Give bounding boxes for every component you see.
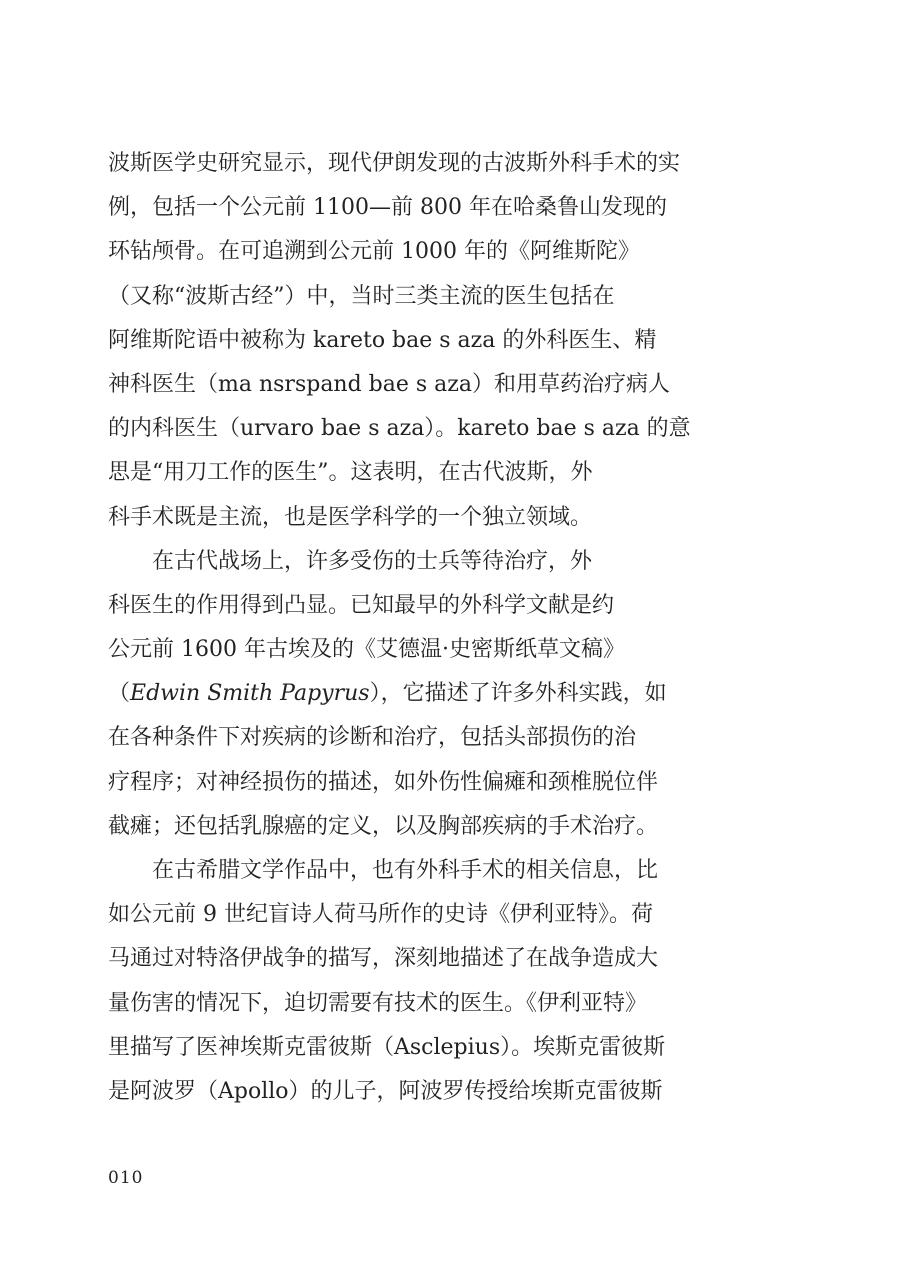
text-line: 阿维斯陀语中被称为 kareto bae s aza 的外科医生、精 (108, 327, 657, 353)
text-line: 在古希腊文学作品中，也有外科手术的相关信息，比 (152, 858, 659, 883)
text-line: 里描写了医神埃斯克雷彼斯（Asclepius）。埃斯克雷彼斯 (108, 1034, 666, 1060)
text-line: 如公元前 9 世纪盲诗人荷马所作的史诗《伊利亚特》。荷 (108, 902, 653, 928)
text-line: 神科医生（ma nsrspand bae s aza）和用草药治疗病人 (108, 371, 671, 397)
text-line: 科手术既是主流，也是医学科学的一个独立领域。 (108, 504, 593, 530)
text-line: 环钻颅骨。在可追溯到公元前 1000 年的《阿维斯陀》 (108, 239, 640, 265)
text-line: 公元前 1600 年古埃及的《艾德温·史密斯纸草文稿》 (108, 637, 625, 663)
text-line: 在古代战场上，许多受伤的士兵等待治疗，外 (152, 548, 593, 574)
text-line: 量伤害的情况下，迫切需要有技术的医生。《伊利亚特》 (108, 990, 648, 1016)
text-line: 是阿波罗（Apollo）的儿子，阿波罗传授给埃斯克雷彼斯 (108, 1078, 663, 1104)
text-fragment: ），它描述了许多外科实践，如 (369, 681, 667, 707)
page-number: 010 (108, 1168, 144, 1188)
text-line: 疗程序；对神经损伤的描述，如外伤性偏瘫和颈椎脱位伴 (108, 769, 659, 795)
open-paren: （ (108, 681, 131, 707)
text-line-with-italic (108, 672, 708, 716)
paragraph-2 (108, 540, 708, 849)
text-line: 马通过对特洛伊战争的描写，深刻地描述了在战争造成大 (108, 946, 659, 972)
text-line: 在各种条件下对疾病的诊断和治疗，包括头部损伤的治 (108, 725, 637, 751)
paragraph-1 (108, 142, 708, 540)
text-line: 波斯医学史研究显示，现代伊朗发现的古波斯外科手术的实 (108, 151, 681, 176)
paragraph-3 (108, 849, 708, 1114)
text-line: 科医生的作用得到凸显。已知最早的外科学文献是约 (108, 592, 615, 618)
papyrus-title-italic: Edwin Smith Papyrus (130, 681, 370, 707)
text-line: 例，包括一个公元前 1100—前 800 年在哈桑鲁山发现的 (108, 195, 667, 221)
text-line: 截瘫；还包括乳腺癌的定义，以及胸部疾病的手术治疗。 (108, 813, 659, 839)
text-line: （又称“波斯古经”）中，当时三类主流的医生包括在 (108, 283, 615, 309)
text-line: 思是“用刀工作的医生”。这表明，在古代波斯，外 (108, 460, 593, 486)
body-text (108, 142, 708, 1114)
text-line: 的内科医生（urvaro bae s aza）。kareto bae s aza 的意 (108, 416, 691, 442)
